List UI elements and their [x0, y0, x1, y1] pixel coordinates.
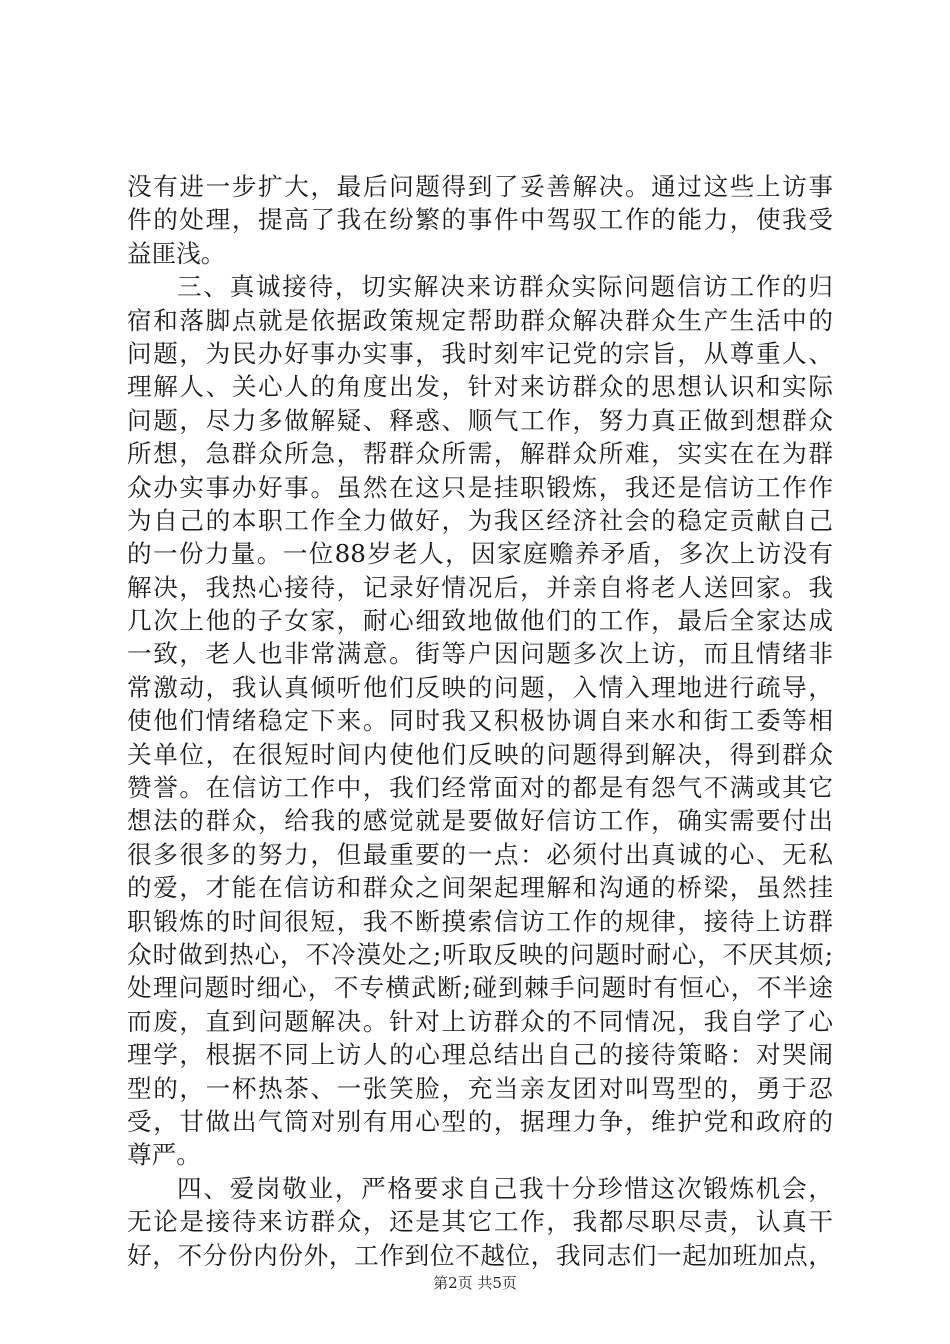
text-line: 的一份力量。一位88岁老人，因家庭赡养矛盾，多次上访没有	[127, 539, 833, 569]
text-line: 关单位，在很短时间内使他们反映的问题得到解决，得到群众	[127, 739, 833, 769]
page-footer: 第2页 共5页	[433, 1274, 517, 1292]
text-line: 众时做到热心，不冷漠处之;听取反映的问题时耐心，不厌其烦;	[127, 939, 833, 969]
paragraph	[127, 1172, 833, 1272]
text-line: 益匪浅。	[127, 238, 226, 268]
text-line: 很多很多的努力，但最重要的一点：必须付出真诚的心、无私	[127, 839, 833, 869]
paragraph	[127, 170, 833, 270]
text-line: 常激动，我认真倾听他们反映的问题，入情入理地进行疏导，	[127, 672, 833, 702]
text-line: 受，甘做出气筒对别有用心型的，据理力争，维护党和政府的	[127, 1106, 833, 1136]
text-line: 处理问题时细心，不专横武断;碰到棘手问题时有恒心，不半途	[127, 973, 833, 1003]
text-line: 一致，老人也非常满意。街等户因问题多次上访，而且情绪非	[127, 639, 833, 669]
text-line: 几次上他的子女家，耐心细致地做他们的工作，最后全家达成	[127, 606, 833, 636]
text-line: 没有进一步扩大，最后问题得到了妥善解决。通过这些上访事	[127, 172, 833, 201]
document-body	[127, 170, 833, 1272]
text-line: 而废，直到问题解决。针对上访群众的不同情况，我自学了心	[127, 1006, 833, 1036]
text-line: 三、真诚接待，切实解决来访群众实际问题信访工作的归	[177, 272, 833, 302]
text-line: 理解人、关心人的角度出发，针对来访群众的思想认识和实际	[127, 372, 833, 402]
text-line: 所想，急群众所急，帮群众所需，解群众所难，实实在在为群	[127, 439, 833, 469]
paragraph	[127, 270, 833, 1172]
text-line: 赞誉。在信访工作中，我们经常面对的都是有怨气不满或其它	[127, 773, 833, 803]
text-line: 四、爱岗敬业，严格要求自己我十分珍惜这次锻炼机会，	[177, 1173, 833, 1203]
text-line: 无论是接待来访群众，还是其它工作，我都尽职尽责，认真干	[127, 1207, 833, 1237]
text-line: 解决，我热心接待，记录好情况后，并亲自将老人送回家。我	[127, 572, 833, 602]
text-line: 众办实事办好事。虽然在这只是挂职锻炼，我还是信访工作作	[127, 472, 833, 502]
text-line: 想法的群众，给我的感觉就是要做好信访工作，确实需要付出	[127, 806, 833, 836]
text-line: 使他们情绪稳定下来。同时我又积极协调自来水和街工委等相	[127, 706, 833, 736]
text-line: 宿和落脚点就是依据政策规定帮助群众解决群众生产生活中的	[127, 305, 833, 335]
text-line: 尊严。	[127, 1140, 201, 1170]
text-line: 问题，尽力多做解疑、释惑、顺气工作，努力真正做到想群众	[127, 405, 833, 435]
text-line: 理学，根据不同上访人的心理总结出自己的接待策略：对哭闹	[127, 1040, 833, 1070]
text-line: 为自己的本职工作全力做好，为我区经济社会的稳定贡献自己	[127, 505, 833, 535]
text-line: 件的处理，提高了我在纷繁的事件中驾驭工作的能力，使我受	[127, 205, 833, 235]
text-line: 的爱，才能在信访和群众之间架起理解和沟通的桥梁，虽然挂	[127, 873, 833, 903]
text-line: 型的，一杯热茶、一张笑脸，充当亲友团对叫骂型的，勇于忍	[127, 1073, 833, 1103]
text-line: 问题，为民办好事办实事，我时刻牢记党的宗旨，从尊重人、	[127, 338, 833, 368]
text-line: 好，不分份内份外，工作到位不越位，我同志们一起加班加点，	[127, 1240, 833, 1270]
text-line: 职锻炼的时间很短，我不断摸索信访工作的规律，接待上访群	[127, 906, 833, 936]
